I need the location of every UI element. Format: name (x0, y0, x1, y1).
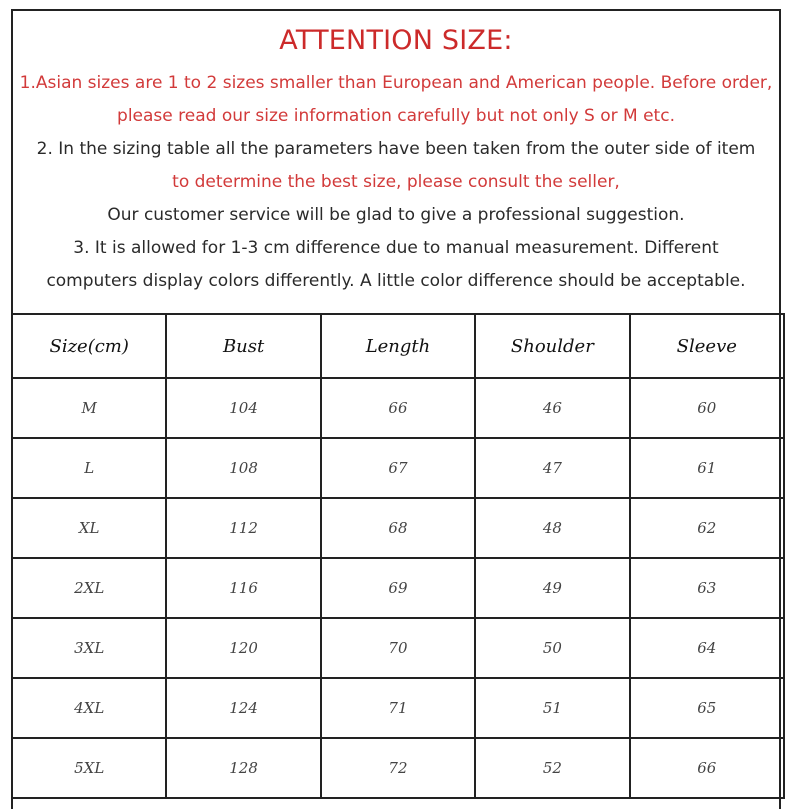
table-row (12, 438, 784, 498)
table-header-row (12, 314, 784, 378)
cell-shoulder: 50 (475, 618, 629, 678)
cell-size: M (12, 378, 166, 438)
notice-line-7: computers display colors differently. A little color difference should be acceptable. (46, 271, 746, 291)
table-row (12, 378, 784, 438)
cell-size: 5XL (12, 738, 166, 798)
cell-bust: 116 (166, 558, 320, 618)
cell-shoulder: 46 (475, 378, 629, 438)
cell-sleeve: 66 (630, 738, 784, 798)
table-row (12, 738, 784, 798)
table-row (12, 618, 784, 678)
header-size: Size(cm) (12, 314, 166, 378)
cell-sleeve: 61 (630, 438, 784, 498)
table-row (12, 678, 784, 738)
cell-size: 4XL (12, 678, 166, 738)
cell-size: 3XL (12, 618, 166, 678)
header-length: Length (321, 314, 475, 378)
cell-sleeve: 62 (630, 498, 784, 558)
cell-bust: 104 (166, 378, 320, 438)
cell-bust: 124 (166, 678, 320, 738)
table-row (12, 498, 784, 558)
cell-sleeve: 60 (630, 378, 784, 438)
cell-size: XL (12, 498, 166, 558)
header-shoulder: Shoulder (475, 314, 629, 378)
notice-line-4: to determine the best size, please consult the seller, (172, 172, 620, 192)
cell-length: 69 (321, 558, 475, 618)
cell-bust: 128 (166, 738, 320, 798)
header-sleeve: Sleeve (630, 314, 784, 378)
table-row (12, 558, 784, 618)
attention-notice (13, 11, 779, 313)
cell-bust: 108 (166, 438, 320, 498)
cell-size: L (12, 438, 166, 498)
cell-length: 68 (321, 498, 475, 558)
notice-line-6: 3. It is allowed for 1-3 cm difference due to manual measurement. Different (73, 238, 719, 258)
cell-length: 70 (321, 618, 475, 678)
notice-line-5: Our customer service will be glad to give a professional suggestion. (107, 205, 685, 225)
cell-shoulder: 51 (475, 678, 629, 738)
cell-length: 66 (321, 378, 475, 438)
notice-line-3: 2. In the sizing table all the parameters have been taken from the outer side of item (36, 139, 756, 159)
notice-line-2: please read our size information carefully but not only S or M etc. (117, 106, 675, 126)
notice-title: ATTENTION SIZE: (279, 25, 513, 56)
cell-shoulder: 49 (475, 558, 629, 618)
cell-shoulder: 52 (475, 738, 629, 798)
cell-shoulder: 47 (475, 438, 629, 498)
cell-bust: 112 (166, 498, 320, 558)
cell-bust: 120 (166, 618, 320, 678)
notice-line-1: 1.Asian sizes are 1 to 2 sizes smaller than European and American people. Before order, (19, 73, 773, 93)
header-bust: Bust (166, 314, 320, 378)
cell-length: 72 (321, 738, 475, 798)
size-table (11, 313, 785, 799)
cell-shoulder: 48 (475, 498, 629, 558)
cell-sleeve: 64 (630, 618, 784, 678)
cell-size: 2XL (12, 558, 166, 618)
cell-sleeve: 63 (630, 558, 784, 618)
cell-length: 71 (321, 678, 475, 738)
size-chart-frame (11, 9, 781, 809)
cell-sleeve: 65 (630, 678, 784, 738)
cell-length: 67 (321, 438, 475, 498)
